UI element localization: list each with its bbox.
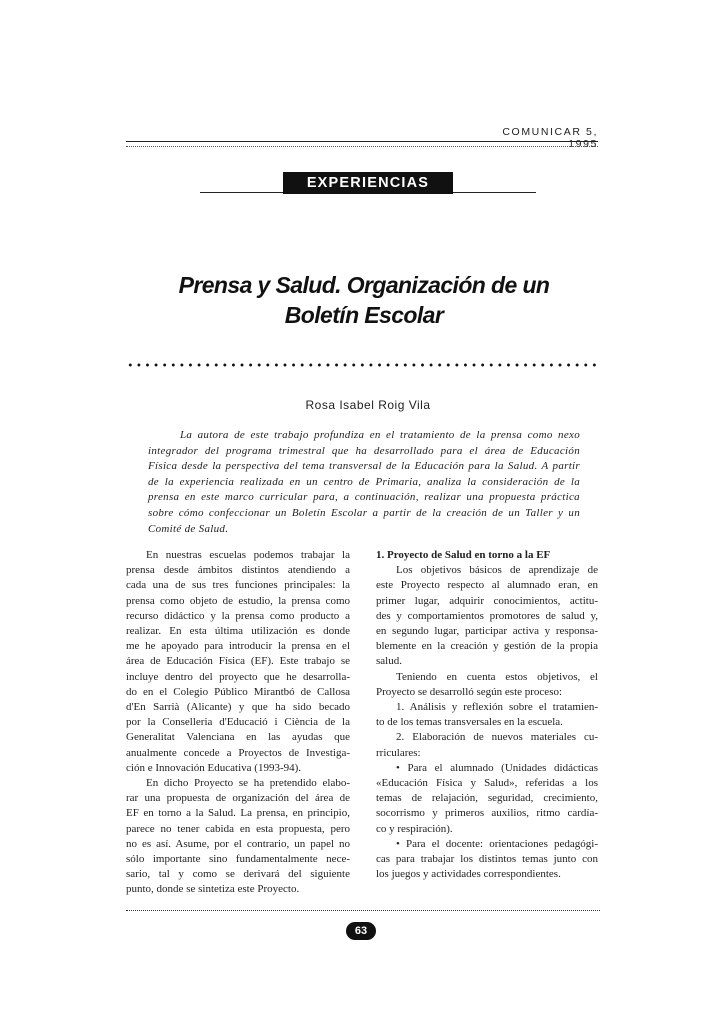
title-line-1: Prensa y Salud. Organización de un	[178, 272, 550, 298]
abstract-line: sobre cómo confeccionar un Boletín Escolar a partir de la creación de un Taller y un	[148, 506, 580, 519]
body-line: salud.	[376, 655, 402, 668]
abstract-line: La autora de este trabajo profundiza en el tratamiento de la prensa como nexo	[180, 429, 580, 441]
dotted-separator	[126, 363, 600, 367]
body-line: d'En Sarrià (Alicante) y que ha sido becado	[126, 701, 350, 714]
section-label: EXPERIENCIAS	[283, 172, 453, 194]
section-heading: 1. Proyecto de Salud en torno a la EF	[376, 549, 551, 561]
body-line: los juegos y actividades correspondientes.	[376, 868, 561, 881]
body-line: área de Educación Física (EF). Este trabajo se	[126, 655, 350, 668]
body-line: «Educación Física y Salud», referidas a los	[376, 777, 598, 790]
body-line: realizar. En esta última utilización es donde	[126, 625, 350, 638]
abstract-line: Comité de Salud.	[148, 522, 229, 535]
body-line: co y respiración).	[376, 822, 453, 835]
footer-dotted-rule	[126, 910, 600, 911]
body-line: Los objetivos básicos de aprendizaje de	[396, 564, 598, 577]
page-number: 63	[346, 922, 376, 940]
body-line: Proyecto se desarrolló según este proceso:	[376, 685, 563, 698]
body-line: prensa desde ámbitos distintos atendiendo a	[126, 564, 350, 577]
body-line: to de los temas transversales en la escuela.	[376, 716, 563, 729]
author-name: Rosa Isabel Roig Vila	[305, 398, 431, 412]
body-left-column	[126, 548, 350, 898]
abstract-line: prensa en este marco curricular para, a continuación, realizar una propuesta práctica	[148, 491, 580, 504]
journal-header: COMUNICAR 5, 1995	[502, 126, 598, 150]
body-line: do en el Colegio Público Mirantbó de Callosa	[126, 685, 350, 698]
abstract-line: integrador del programa trimestral que ha desarrollado para el área de Educación	[148, 444, 580, 457]
abstract	[148, 428, 580, 537]
body-line: ción e Innovación Educativa (1993-94).	[126, 761, 302, 774]
abstract-line: de la experiencia realizada en un centro de Primaria, analiza la consideración de la	[148, 475, 580, 488]
body-line: EF en torno a la Salud. La prensa, en principio,	[126, 807, 350, 820]
body-line: cada una de sus tres funciones principales: la	[126, 579, 350, 592]
body-line: rar una propuesta de organización del área de	[126, 792, 350, 805]
body-line: primer lugar, adquirir conocimientos, actitu-	[376, 594, 598, 607]
body-line: parece no tener cabida en esta propuesta, pero	[126, 822, 350, 835]
abstract-line: Física desde la perspectiva del tema transversal de la Educación para la Salud. A partir	[148, 460, 580, 473]
body-line: En dicho Proyecto se ha pretendido elabo-	[146, 777, 350, 790]
body-line: • Para el alumnado (Unidades didácticas	[396, 761, 598, 774]
body-line: este Proyecto respecto al alumnado eran, en	[376, 579, 598, 592]
body-line: incluye dentro del proyecto que he desarrolla-	[126, 670, 350, 683]
header-rule	[126, 141, 598, 142]
header-rule-dotted	[126, 146, 598, 147]
body-line: Teniendo en cuenta estos objetivos, el	[396, 670, 598, 683]
body-line: sario, tal y como se derivará del siguiente	[126, 868, 350, 881]
title-line-2: Boletín Escolar	[284, 302, 444, 328]
body-line: des y comportamientos promotores de salud y,	[376, 609, 598, 622]
body-line: por la Conselleria d'Educació i Ciència de la	[126, 716, 350, 729]
body-line: En nuestras escuelas podemos trabajar la	[146, 549, 350, 561]
article-title	[130, 270, 598, 330]
body-line: anualmente concede a Proyectos de Investiga-	[126, 746, 350, 759]
body-line: no es así. Asume, por el contrario, un papel no	[126, 837, 350, 850]
body-line: recurso didáctico y la prensa como producto a	[126, 609, 350, 622]
body-line: 1. Análisis y reflexión sobre el tratamien-	[396, 701, 598, 714]
body-line: Generalitat Valenciana en las ayudas que	[126, 731, 350, 744]
body-line: cas para trabajar los distintos temas junto con	[376, 853, 598, 866]
body-line: prensa como objeto de estudio, la prensa como	[126, 594, 350, 607]
body-line: temas de relajación, seguridad, crecimiento,	[376, 792, 598, 805]
body-line: socorrismo y primeros auxilios, ritmo cardía-	[376, 807, 598, 820]
body-line: en segundo lugar, participar activa y responsa-	[376, 625, 598, 638]
body-right-column	[376, 548, 598, 882]
body-line: punto, donde se sintetiza este Proyecto.	[126, 883, 300, 896]
body-line: sólo importante sino fundamentalmente nece-	[126, 853, 350, 866]
body-line: blemente en la creación y gestión de la propia	[376, 640, 598, 653]
body-line: • Para el docente: orientaciones pedagógi-	[396, 837, 598, 850]
body-line: 2. Elaboración de nuevos materiales cu-	[396, 731, 598, 744]
body-line: me he apoyado para introducir la prensa en el	[126, 640, 350, 653]
body-line: rriculares:	[376, 746, 421, 759]
